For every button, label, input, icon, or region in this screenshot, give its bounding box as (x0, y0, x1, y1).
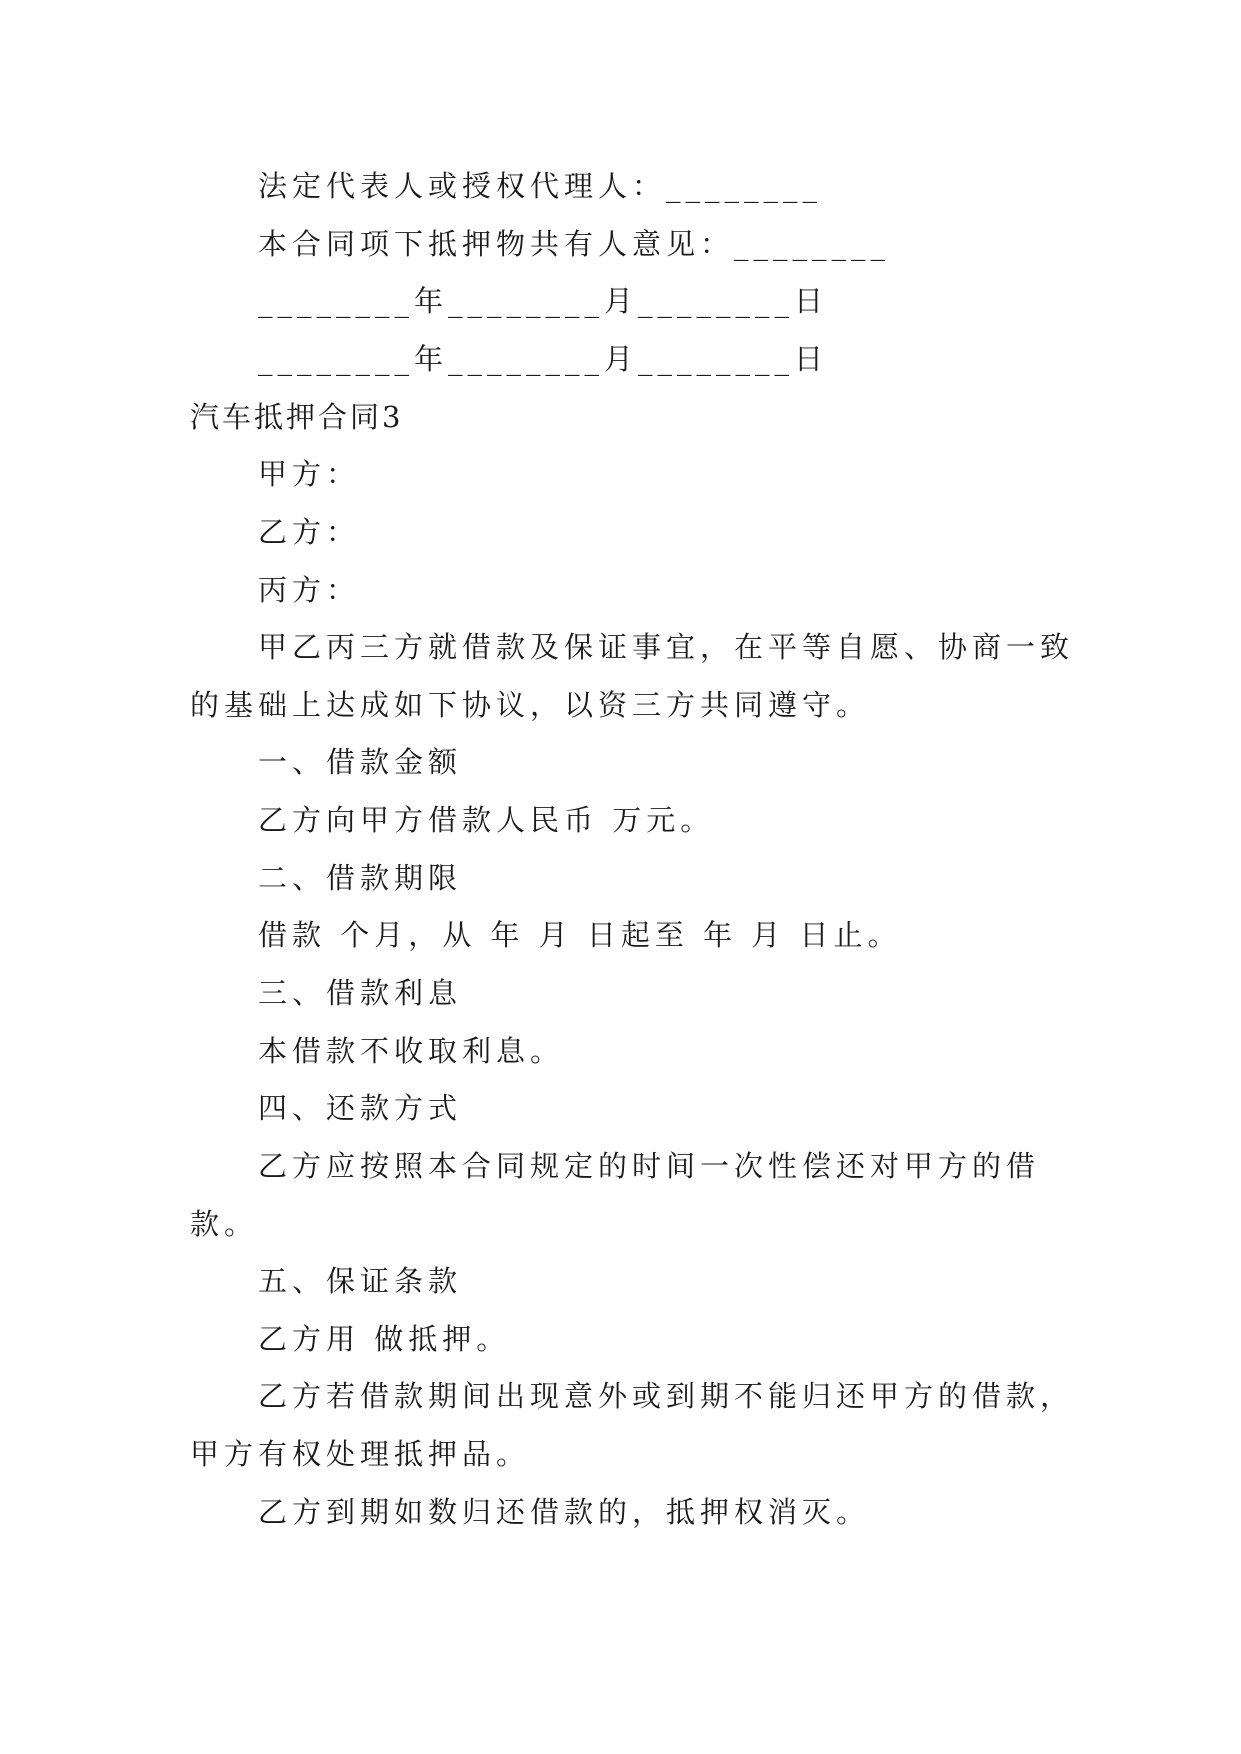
paragraph-line: 甲方有权处理抵押品。 (190, 1437, 531, 1471)
paragraph-line: 乙方用 做抵押。 (258, 1322, 511, 1356)
section-heading: 一、借款金额 (258, 745, 463, 779)
paragraph-line: 借款 个月，从 年 月 日起至 年 月 日止。 (258, 918, 902, 952)
party-a-line: 甲方： (258, 457, 361, 491)
paragraph-line: 甲乙丙三方就借款及保证事宜，在平等自愿、协商一致 (258, 630, 1075, 664)
paragraph-line: 乙方若借款期间出现意外或到期不能归还甲方的借款， (258, 1379, 1075, 1413)
contract-title: 汽车抵押合同3 (190, 400, 404, 434)
date-line: ________年________月________日 (258, 284, 829, 318)
co-owner-opinion-line: 本合同项下抵押物共有人意见：________ (258, 227, 891, 261)
date-line: ________年________月________日 (258, 342, 829, 376)
paragraph-line: 乙方向甲方借款人民币 万元。 (258, 803, 715, 837)
paragraph-line: 款。 (190, 1207, 259, 1241)
party-c-line: 丙方： (258, 573, 361, 607)
section-heading: 四、还款方式 (258, 1091, 463, 1125)
paragraph-line: 乙方应按照本合同规定的时间一次性偿还对甲方的借 (258, 1149, 1041, 1183)
section-heading: 五、保证条款 (258, 1264, 463, 1298)
legal-representative-line: 法定代表人或授权代理人：________ (258, 169, 823, 203)
paragraph-line: 的基础上达成如下协议，以资三方共同遵守。 (190, 688, 871, 722)
section-heading: 三、借款利息 (258, 976, 463, 1010)
paragraph-line: 乙方到期如数归还借款的，抵押权消灭。 (258, 1495, 871, 1529)
paragraph-line: 本借款不收取利息。 (258, 1034, 565, 1068)
section-heading: 二、借款期限 (258, 861, 463, 895)
party-b-line: 乙方： (258, 515, 361, 549)
